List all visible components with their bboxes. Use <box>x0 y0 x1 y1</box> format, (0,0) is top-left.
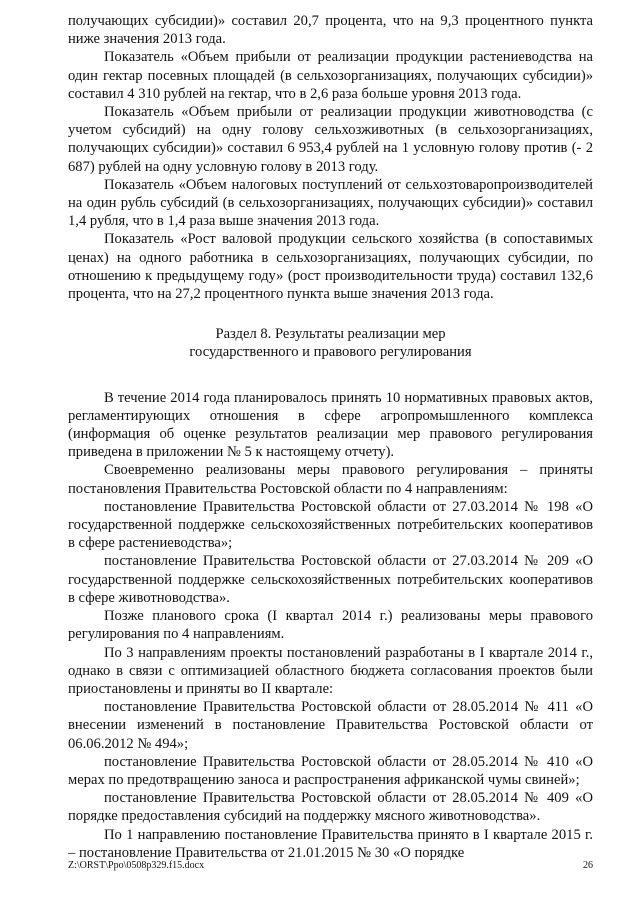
page-footer <box>68 860 593 872</box>
paragraph: По 1 направлению постановление Правительства принято в I квартале 2015 г. – постановление Правительства от 21.01.2015 № 30 «О порядке <box>68 826 593 861</box>
paragraph: Позже планового срока (I квартал 2014 г.) реализованы меры правового регулирования по 4 направлениям. <box>68 608 593 643</box>
footer-page-number: 26 <box>583 860 593 871</box>
paragraph: Показатель «Объем налоговых поступлений от сельхозтоваропроизводителей на один рубль субсидий (в сельхозорганизациях, получающих субсидии)» составил 1,4 рубля, что в 1,4 раза выше значения 2013 года. <box>68 176 593 230</box>
document-body <box>68 12 593 862</box>
paragraph: В течение 2014 года планировалось принять 10 нормативных правовых актов, регламентирующих отношения в сфере агропромышленного комплекса (информация об оценке результатов реализации мер правового регулирования приведена в приложении № 5 к настоящему отчету). <box>68 389 593 461</box>
paragraph: постановление Правительства Ростовской области от 27.03.2014 № 198 «О государственной поддержке сельскохозяйственных потребительских кооперативов в сфере растениеводства»; <box>68 498 593 552</box>
paragraphs-bottom <box>68 389 593 862</box>
paragraph: постановление Правительства Ростовской области от 27.03.2014 № 209 «О государственной поддержке сельскохозяйственных потребительских кооперативов в сфере животноводства». <box>68 553 593 606</box>
section-heading <box>68 325 593 361</box>
paragraph: Своевременно реализованы меры правового регулирования – приняты постановления Правительства Ростовской области по 4 направлениям: <box>68 462 593 497</box>
paragraph: Показатель «Рост валовой продукции сельского хозяйства (в сопоставимых ценах) на одного работника в сельхозорганизациях, получающих субсидии, по отношению к предыдущему году» (рост производительности труда) составил 132,6 процента, что на 27,2 процентного пункта выше значения 2013 года. <box>68 231 593 303</box>
paragraph: постановление Правительства Ростовской области от 28.05.2014 № 409 «О порядке предоставления субсидий на поддержку мясного животноводства». <box>68 790 593 825</box>
section-heading-line-2: государственного и правового регулирования <box>189 344 472 361</box>
section-heading-line-1: Раздел 8. Результаты реализации мер <box>215 326 446 343</box>
paragraphs-top <box>68 12 593 303</box>
paragraph: получающих субсидии)» составил 20,7 процента, что на 9,3 процентного пункта ниже значения 2013 года. <box>68 13 593 48</box>
paragraph: постановление Правительства Ростовской области от 28.05.2014 № 411 «О внесении изменений в постановление Правительства Ростовской области от 06.06.2012 № 494»; <box>68 699 593 752</box>
paragraph: Показатель «Объем прибыли от реализации продукции растениеводства на один гектар посевных площадей (в сельхозорганизациях, получающих субсидии)» составил 4 310 рублей на гектар, что в 2,6 раза больше уровня 2013 года. <box>68 49 593 102</box>
paragraph: Показатель «Объем прибыли от реализации продукции животноводства (с учетом субсидий) на одну голову сельхозживотных (в сельхозорганизациях, получающих субсидии)» составил 6 953,4 рублей на 1 условную голову против (- 2 687) рублей на одну условную голову в 2013 году. <box>68 104 593 175</box>
paragraph: По 3 направлениям проекты постановлений разработаны в I квартале 2014 г., однако в связи с оптимизацией областного бюджета согласования проектов были приостановлены и приняты во II квартале: <box>68 644 593 697</box>
paragraph: постановление Правительства Ростовской области от 28.05.2014 № 410 «О мерах по предотвращению заноса и распространения африканской чумы свиней»; <box>68 753 593 788</box>
footer-file-path: Z:\ORST\Ppo\0508p329.f15.docx <box>68 860 205 871</box>
